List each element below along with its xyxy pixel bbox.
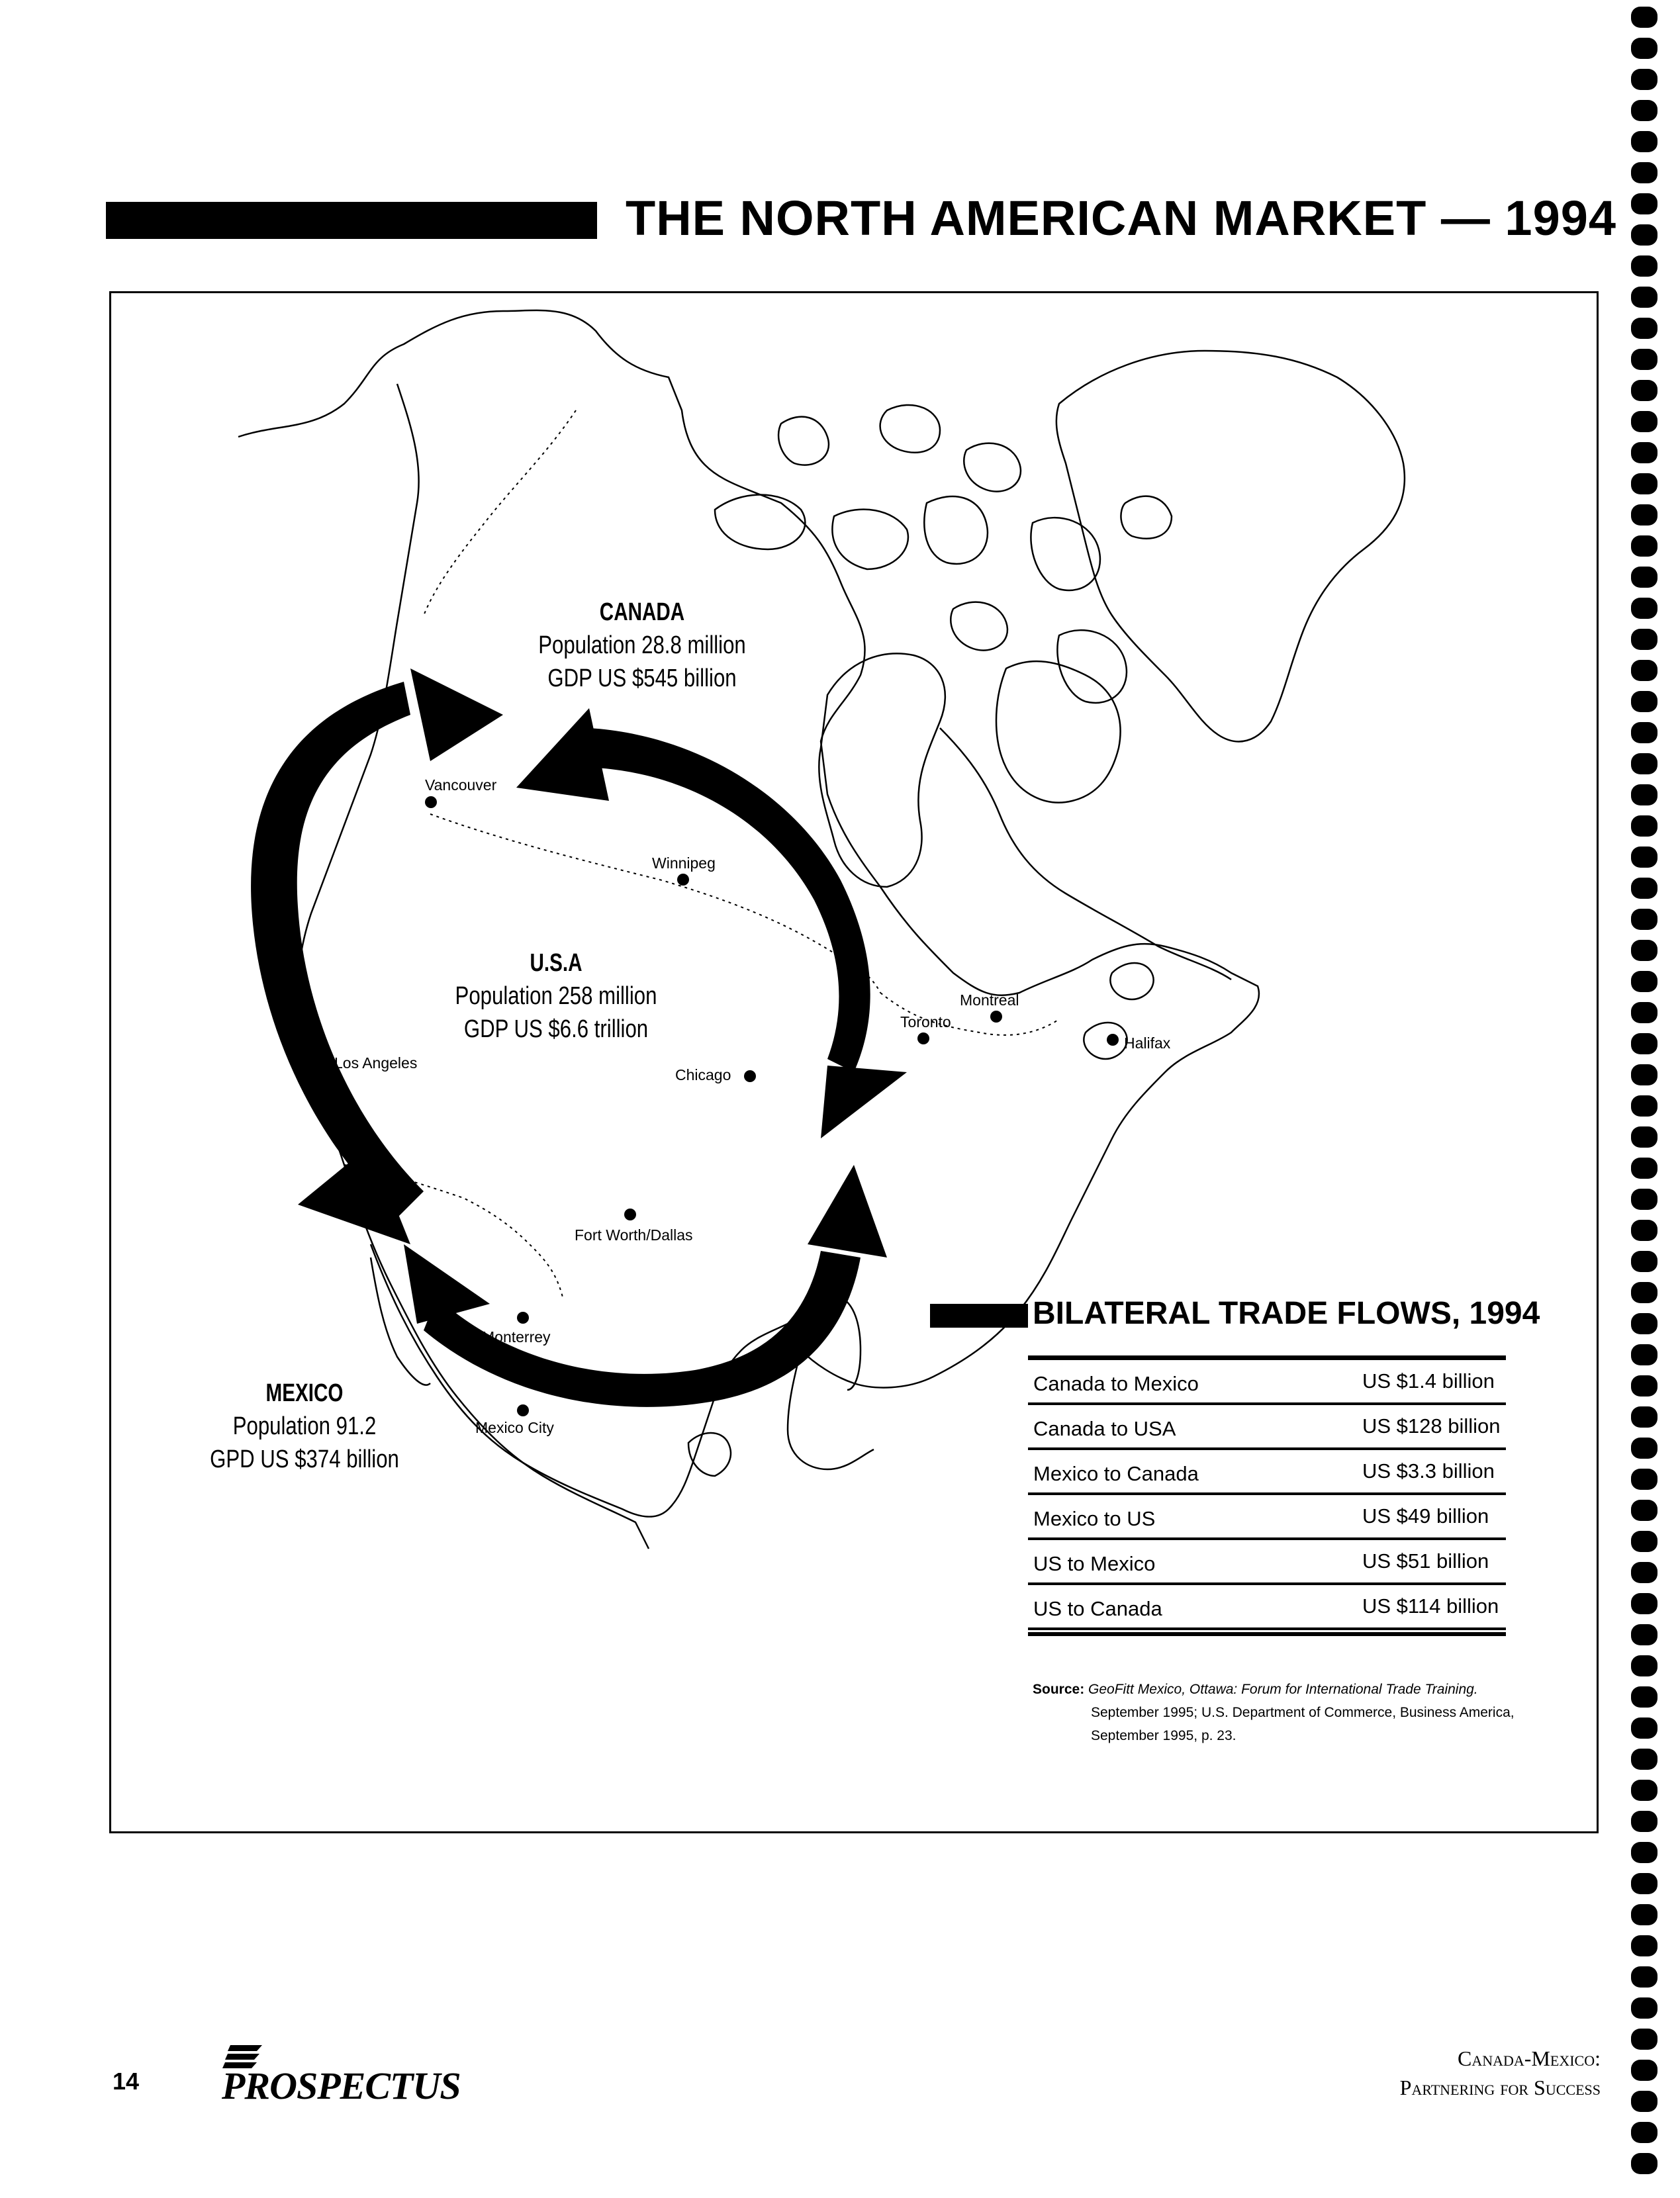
arctic-island xyxy=(924,496,988,564)
trade-amount: US $114 billion xyxy=(1362,1594,1499,1618)
city-dot-chicago xyxy=(744,1070,756,1082)
footer-line-2: Partnering for Success xyxy=(1399,2076,1601,2099)
city-label-los-angeles: Los Angeles xyxy=(334,1054,418,1072)
arctic-island xyxy=(832,510,908,569)
city-label-fort-worth-dallas: Fort Worth/Dallas xyxy=(575,1226,693,1244)
trade-route: Canada to Mexico xyxy=(1033,1372,1199,1395)
table-row xyxy=(1028,1540,1506,1585)
arctic-island xyxy=(778,417,829,465)
source-line-3: September 1995, p. 23. xyxy=(1091,1728,1237,1743)
city-dot-monterrey xyxy=(517,1312,529,1324)
country-gdp: GDP US $6.6 trillion xyxy=(463,1015,649,1043)
hudson-bay xyxy=(819,654,945,888)
city-dot-mexico-city xyxy=(517,1404,529,1416)
table-row xyxy=(1028,1405,1506,1450)
arctic-island xyxy=(715,495,805,550)
arctic-island xyxy=(1031,518,1100,590)
trade-route: Mexico to Canada xyxy=(1033,1462,1199,1485)
city-label-chicago: Chicago xyxy=(675,1066,731,1083)
source-note xyxy=(1033,1678,1575,1747)
city-label-montreal: Montreal xyxy=(960,991,1019,1009)
country-gdp: GPD US $374 billion xyxy=(210,1445,399,1473)
city-dot-vancouver xyxy=(425,796,437,808)
arctic-island xyxy=(1121,496,1172,539)
city-label-monterrey: Monterrey xyxy=(482,1328,551,1346)
trade-arrow-east-head xyxy=(516,708,609,801)
trade-route: US to Canada xyxy=(1033,1597,1162,1620)
table-row xyxy=(1028,1585,1506,1630)
baffin-island xyxy=(996,661,1121,802)
city-dot-toronto xyxy=(917,1032,929,1044)
trade-arrow-south-head xyxy=(808,1165,887,1258)
trade-arrow-south-tail-head xyxy=(404,1244,490,1324)
trade-route: US to Mexico xyxy=(1033,1552,1156,1575)
source-line-1: GeoFitt Mexico, Ottawa: Forum for International Trade Training. xyxy=(1088,1682,1478,1697)
country-name: CANADA xyxy=(599,598,685,626)
trade-amount: US $51 billion xyxy=(1362,1549,1489,1573)
trade-amount: US $128 billion xyxy=(1362,1414,1501,1438)
country-usa xyxy=(391,946,722,1046)
page-number: 14 xyxy=(113,2068,140,2095)
country-population: Population 258 million xyxy=(455,982,657,1010)
country-mexico xyxy=(139,1377,470,1476)
greenland xyxy=(1056,351,1405,741)
trade-route: Mexico to US xyxy=(1033,1507,1156,1530)
city-dot-winnipeg xyxy=(677,874,689,886)
arctic-island xyxy=(964,443,1021,492)
city-label-vancouver: Vancouver xyxy=(425,776,497,794)
arctic-island xyxy=(880,405,940,453)
country-name: U.S.A xyxy=(530,949,583,977)
table-rule-top xyxy=(1028,1355,1506,1360)
table-row xyxy=(1028,1495,1506,1540)
newfoundland xyxy=(1110,963,1153,999)
country-gdp: GDP US $545 billion xyxy=(547,664,737,692)
city-label-halifax: Halifax xyxy=(1124,1034,1171,1052)
city-label-mexico-city: Mexico City xyxy=(475,1419,554,1436)
table-row xyxy=(1028,1450,1506,1495)
border-alaska xyxy=(424,410,576,616)
trade-amount: US $1.4 billion xyxy=(1362,1369,1495,1393)
arctic-island xyxy=(951,602,1007,651)
trade-amount: US $49 billion xyxy=(1362,1504,1489,1528)
logo-text: PROSPECTUS xyxy=(222,2064,461,2107)
trade-title-bar xyxy=(930,1304,1028,1328)
city-dot-los-angeles xyxy=(318,1059,330,1071)
city-dot-fort-worth-dallas xyxy=(624,1209,636,1220)
trade-arrow-east-tail-head xyxy=(821,1066,907,1138)
country-population: Population 28.8 million xyxy=(538,631,746,659)
trade-table xyxy=(1028,1355,1506,1636)
country-canada xyxy=(477,596,808,695)
country-population: Population 91.2 xyxy=(232,1412,377,1440)
source-label: Source: xyxy=(1033,1682,1085,1697)
footer-publication xyxy=(1400,2044,1601,2102)
city-dot-montreal xyxy=(990,1011,1002,1023)
trade-route: Canada to USA xyxy=(1033,1417,1176,1440)
trade-title: BILATERAL TRADE FLOWS, 1994 xyxy=(1033,1296,1540,1331)
footer-line-1: Canada-Mexico: xyxy=(1458,2046,1601,2070)
city-label-winnipeg: Winnipeg xyxy=(652,854,716,872)
trade-amount: US $3.3 billion xyxy=(1362,1459,1495,1483)
page-title: THE NORTH AMERICAN MARKET — 1994 xyxy=(626,191,1617,246)
city-dot-halifax xyxy=(1107,1034,1119,1046)
table-rule-bottom xyxy=(1028,1632,1506,1636)
city-label-toronto: Toronto xyxy=(900,1013,951,1030)
table-row xyxy=(1028,1360,1506,1405)
country-name: MEXICO xyxy=(265,1379,344,1407)
labrador-coast xyxy=(940,728,1231,980)
source-line-2: September 1995; U.S. Department of Commerce, Business America, xyxy=(1091,1705,1515,1720)
nova-scotia xyxy=(1084,1023,1127,1059)
